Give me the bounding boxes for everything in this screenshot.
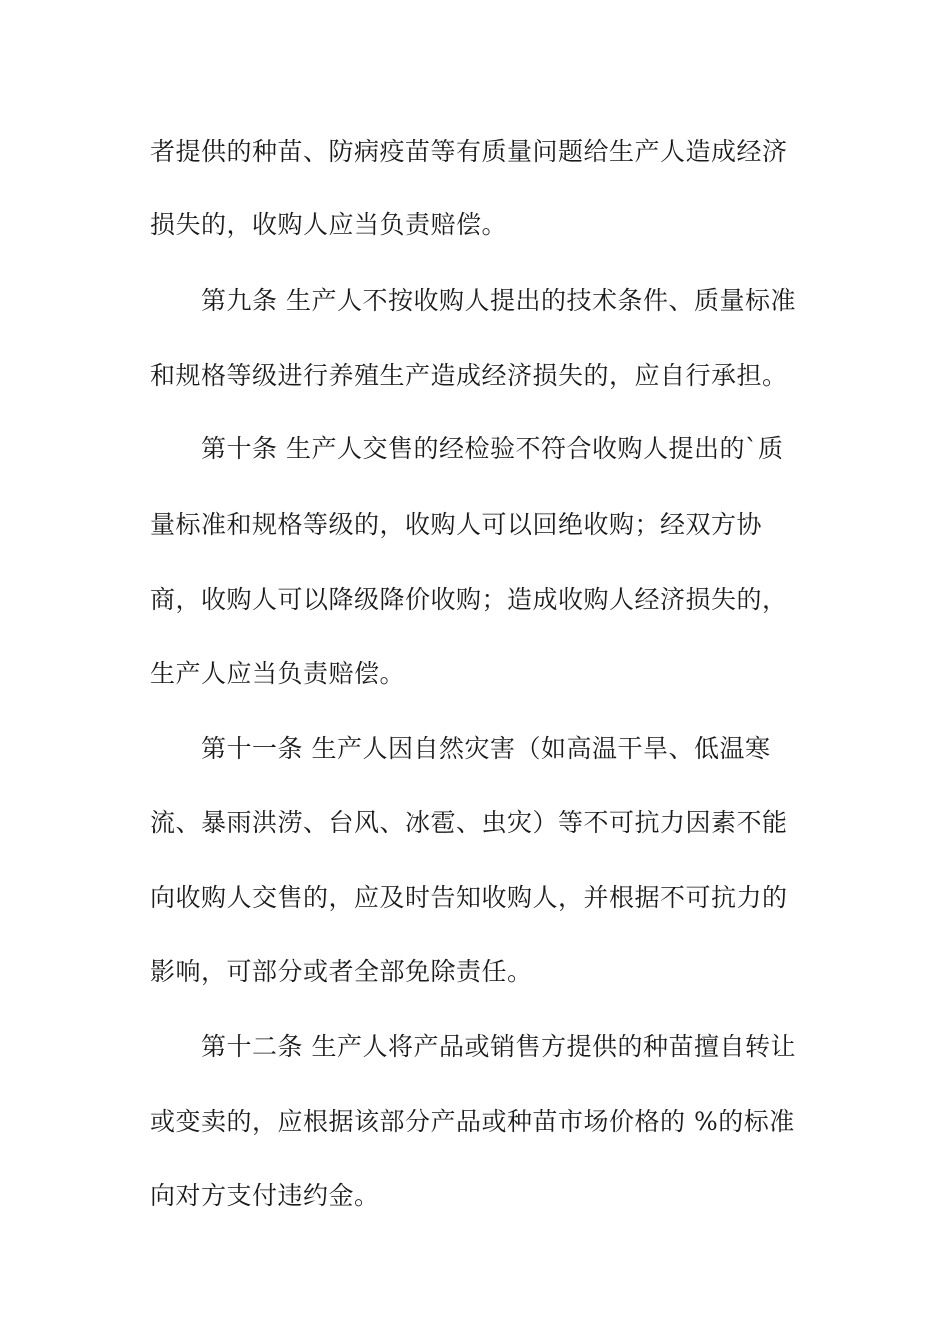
text-line: 或变卖的，应根据该部分产品或种苗市场价格的 %的标准	[150, 1107, 795, 1136]
text-line: 生产人应当负责赔偿。	[150, 659, 406, 688]
article-10-heading-line: 第十条 生产人交售的经检验不符合收购人提出的`质	[201, 434, 784, 463]
article-9-heading-line: 第九条 生产人不按收购人提出的技术条件、质量标准	[201, 286, 796, 315]
text-line: 量标准和规格等级的，收购人可以回绝收购；经双方协	[150, 510, 763, 539]
text-line: 向收购人交售的，应及时告知收购人，并根据不可抗力的	[150, 883, 788, 912]
text-line: 者提供的种苗、防病疫苗等有质量问题给生产人造成经济	[150, 137, 788, 166]
article-11-heading-line: 第十一条 生产人因自然灾害（如高温干旱、低温寒	[201, 734, 771, 763]
text-line: 流、暴雨洪涝、台风、冰雹、虫灾）等不可抗力因素不能	[150, 808, 788, 837]
text-line: 影响，可部分或者全部免除责任。	[150, 957, 533, 986]
article-12-heading-line: 第十二条 生产人将产品或销售方提供的种苗擅自转让	[201, 1032, 796, 1061]
text-line: 商，收购人可以降级降价收购；造成收购人经济损失的，	[150, 585, 788, 614]
text-line: 和规格等级进行养殖生产造成经济损失的，应自行承担。	[150, 361, 788, 390]
text-line: 损失的，收购人应当负责赔偿。	[150, 210, 508, 239]
text-line: 向对方支付违约金。	[150, 1181, 380, 1210]
